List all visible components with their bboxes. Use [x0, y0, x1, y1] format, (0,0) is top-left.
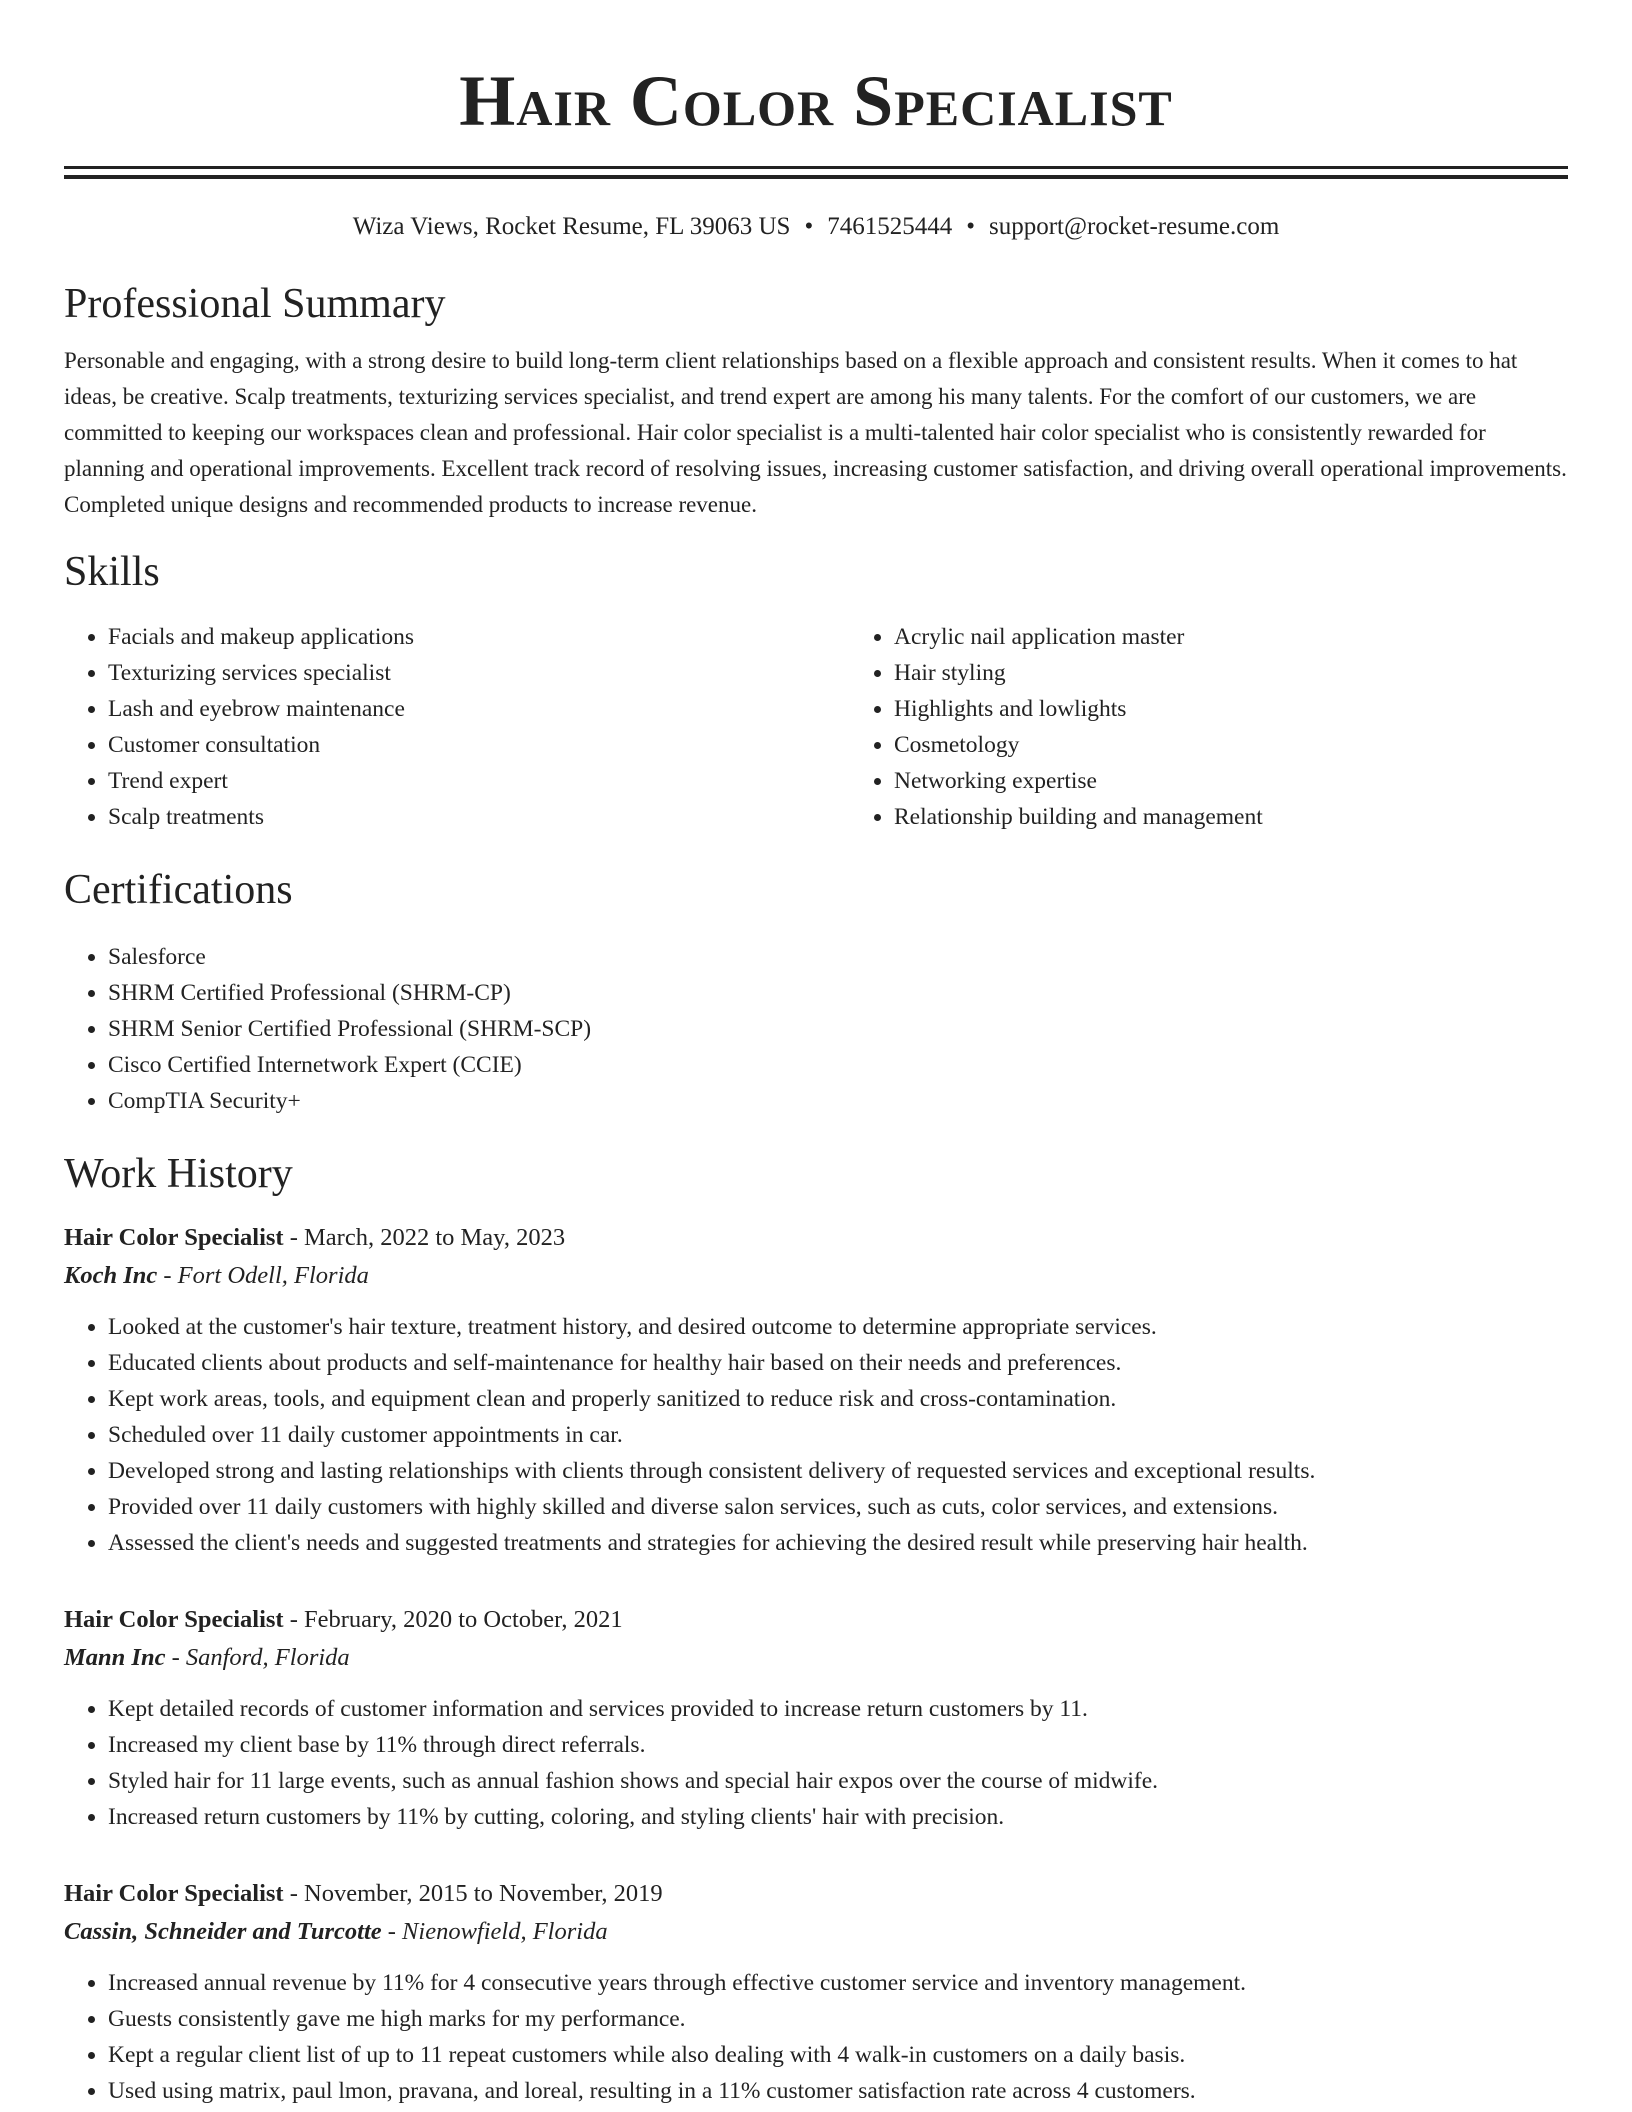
certification-item: • CompTIA Security+: [108, 1083, 1568, 1119]
title-rule-top: [64, 166, 1568, 169]
job-list: [64, 1219, 1568, 2109]
skill-item: • Highlights and lowlights: [894, 691, 1263, 727]
job-location: - Nienowfield, Florida: [381, 1918, 608, 1945]
skill-item: • Trend expert: [108, 763, 850, 799]
contact-email: support@rocket-resume.com: [988, 213, 1280, 240]
job-bullets: [64, 1965, 1568, 2109]
job-dates: - February, 2020 to October, 2021: [283, 1606, 623, 1633]
job-bullet: • Kept detailed records of customer information and services provided to increase return customers by 11.: [108, 1691, 1568, 1727]
work-history-section: [64, 1149, 1568, 2109]
contact-address: Wiza Views, Rocket Resume, FL 39063 US: [352, 213, 791, 240]
contact-separator: •: [966, 213, 975, 240]
skills-section: [64, 547, 1568, 835]
skills-columns: [64, 619, 1568, 835]
certification-item: • Cisco Certified Internetwork Expert (CCIE): [108, 1047, 1568, 1083]
certification-item: • Salesforce: [108, 939, 1568, 975]
job-title-line: [64, 1875, 1568, 1913]
certifications-heading: Certifications: [64, 867, 293, 913]
skill-item: • Scalp treatments: [108, 799, 850, 835]
job-location: - Sanford, Florida: [165, 1644, 350, 1671]
certifications-list: [64, 939, 1568, 1119]
skill-item: • Acrylic nail application master: [894, 619, 1263, 655]
job-bullets: [64, 1691, 1568, 1835]
job-bullet: • Provided over 11 daily customers with highly skilled and diverse salon services, such as cuts, color services, and extensions.: [108, 1489, 1568, 1525]
job-location: - Fort Odell, Florida: [157, 1262, 369, 1289]
skill-item: • Facials and makeup applications: [108, 619, 850, 655]
job-company-line: [64, 1913, 1568, 1951]
resume-title: Hair Color Specialist: [459, 61, 1173, 141]
job-title-line: [64, 1601, 1568, 1639]
job-bullet: • Developed strong and lasting relationships with clients through consistent delivery of requested services and exceptional results.: [108, 1453, 1568, 1489]
contact-line: [64, 211, 1568, 243]
job-dates: - March, 2022 to May, 2023: [283, 1224, 566, 1251]
job-bullet: • Scheduled over 11 daily customer appointments in car.: [108, 1417, 1568, 1453]
skill-item: • Texturizing services specialist: [108, 655, 850, 691]
skill-item: • Relationship building and management: [894, 799, 1263, 835]
job-bullet: • Assessed the client's needs and suggested treatments and strategies for achieving the desired result while preserving hair health.: [108, 1525, 1568, 1561]
job-bullet: • Used using matrix, paul lmon, pravana, and loreal, resulting in a 11% customer satisfaction rate across 4 customers.: [108, 2073, 1568, 2109]
title-rule-bottom: [64, 175, 1568, 179]
resume-content: [64, 0, 1568, 2109]
skills-heading: Skills: [64, 549, 160, 595]
job-company: Mann Inc: [64, 1644, 166, 1671]
skills-list-left: [64, 619, 850, 835]
job-dates: - November, 2015 to November, 2019: [283, 1880, 663, 1907]
work-history-heading: Work History: [64, 1151, 293, 1197]
job-company: Koch Inc: [64, 1262, 158, 1289]
job-entry: [64, 1601, 1568, 1835]
summary-section: [64, 279, 1568, 523]
contact-separator: •: [804, 213, 814, 240]
certification-item: • SHRM Senior Certified Professional (SHRM-SCP): [108, 1011, 1568, 1047]
job-bullet: • Kept work areas, tools, and equipment clean and properly sanitized to reduce risk and cross-contamination.: [108, 1381, 1568, 1417]
job-bullets: [64, 1309, 1568, 1561]
job-bullet: • Styled hair for 11 large events, such as annual fashion shows and special hair expos over the course of midwife.: [108, 1763, 1568, 1799]
skill-item: • Hair styling: [894, 655, 1263, 691]
job-bullet: • Kept a regular client list of up to 11 repeat customers while also dealing with 4 walk-in customers on a daily basis.: [108, 2037, 1568, 2073]
contact-phone: 7461525444: [827, 213, 953, 240]
certification-item: • SHRM Certified Professional (SHRM-CP): [108, 975, 1568, 1011]
skill-item: • Customer consultation: [108, 727, 850, 763]
certifications-section: [64, 865, 1568, 1119]
job-title: Hair Color Specialist: [64, 1224, 284, 1251]
job-bullet: • Looked at the customer's hair texture, treatment history, and desired outcome to determine appropriate services.: [108, 1309, 1568, 1345]
skill-item: • Lash and eyebrow maintenance: [108, 691, 850, 727]
job-company: Cassin, Schneider and Turcotte: [64, 1918, 382, 1945]
job-entry: [64, 1875, 1568, 2109]
skills-list-right: [850, 619, 1263, 835]
job-bullet: • Increased my client base by 11% through direct referrals.: [108, 1727, 1568, 1763]
job-bullet: • Educated clients about products and self-maintenance for healthy hair based on their needs and preferences.: [108, 1345, 1568, 1381]
job-title: Hair Color Specialist: [64, 1880, 284, 1907]
job-company-line: [64, 1639, 1568, 1677]
skill-item: • Networking expertise: [894, 763, 1263, 799]
job-bullet: • Increased annual revenue by 11% for 4 consecutive years through effective customer service and inventory management.: [108, 1965, 1568, 2001]
job-company-line: [64, 1257, 1568, 1295]
job-bullet: • Increased return customers by 11% by cutting, coloring, and styling clients' hair with precision.: [108, 1799, 1568, 1835]
skill-item: • Cosmetology: [894, 727, 1263, 763]
job-bullet: • Guests consistently gave me high marks for my performance.: [108, 2001, 1568, 2037]
job-title-line: [64, 1219, 1568, 1257]
job-entry: [64, 1219, 1568, 1561]
job-title: Hair Color Specialist: [64, 1606, 284, 1633]
summary-text: Personable and engaging, with a strong desire to build long-term client relationships based on a flexible approach and consistent results. When it comes to hat ideas, be creative. Scalp treatments, texturizing services specialist, and trend expert are among his many talents. For the comfort of our customers, we are committed to keeping our workspaces clean and professional. Hair color specialist is a multi-talented hair color specialist who is consistently rewarded for planning and operational improvements. Excellent track record of resolving issues, increasing customer satisfaction, and driving overall operational improvements. Completed unique designs and recommended products to increase revenue.: [64, 348, 1567, 517]
summary-heading: Professional Summary: [64, 281, 446, 327]
